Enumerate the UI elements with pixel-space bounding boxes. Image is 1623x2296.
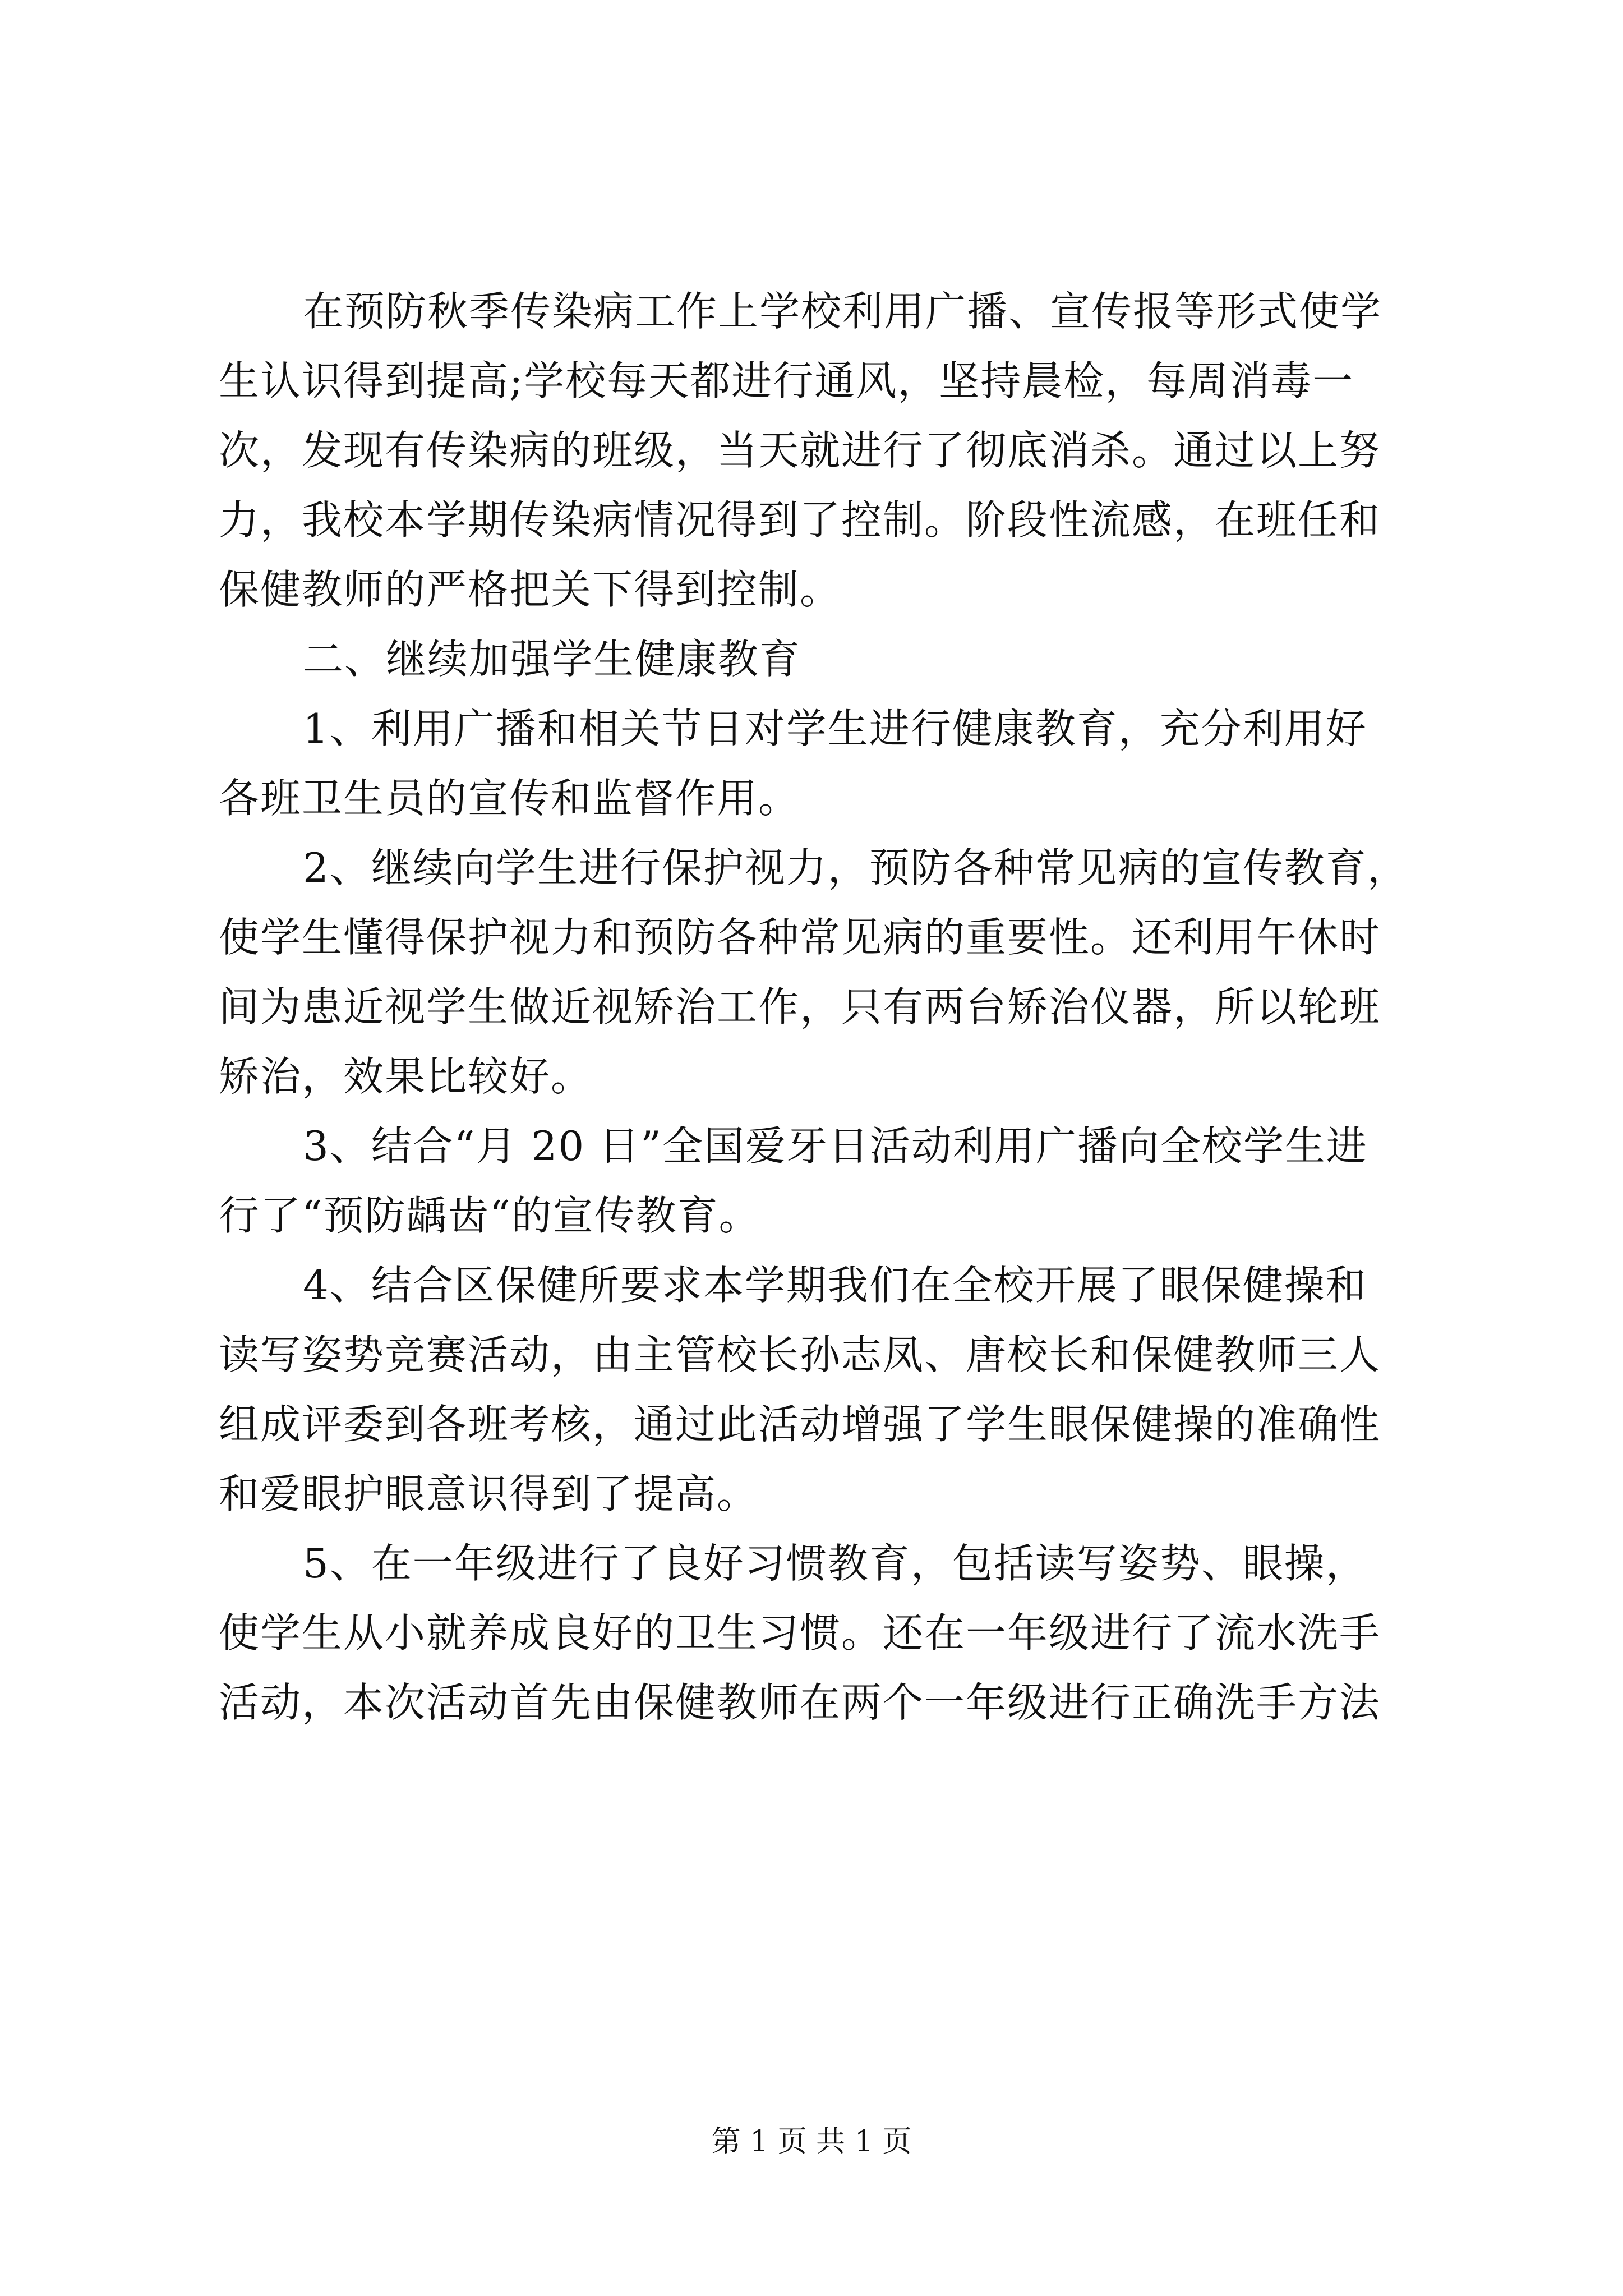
paragraph-line: 次，发现有传染病的班级，当天就进行了彻底消杀。通过以上努	[219, 427, 1381, 474]
paragraph-line: 读写姿势竞赛活动，由主管校长孙志凤、唐校长和保健教师三人	[219, 1331, 1381, 1378]
paragraph-line: 和爱眼护眼意识得到了提高。	[219, 1470, 759, 1517]
paragraph-line: 保健教师的严格把关下得到控制。	[219, 566, 842, 613]
paragraph-line: 1、利用广播和相关节日对学生进行健康教育，充分利用好	[303, 705, 1367, 752]
paragraph-line: 3、结合“月 20 日”全国爱牙日活动利用广播向全校学生进	[303, 1122, 1368, 1170]
paragraph-line: 间为患近视学生做近视矫治工作，只有两台矫治仪器，所以轮班	[219, 983, 1381, 1030]
paragraph-line: 各班卫生员的宣传和监督作用。	[219, 775, 800, 822]
paragraph-line: 在预防秋季传染病工作上学校利用广播、宣传报等形式使学	[303, 288, 1382, 335]
paragraph-line: 5、在一年级进行了良好习惯教育，包括读写姿势、眼操，	[303, 1540, 1367, 1587]
paragraph-line: 组成评委到各班考核，通过此活动增强了学生眼保健操的准确性	[219, 1401, 1381, 1448]
paragraph-line: 2、继续向学生进行保护视力，预防各种常见病的宣传教育，	[303, 844, 1409, 891]
paragraph-line: 活动，本次活动首先由保健教师在两个一年级进行正确洗手方法	[219, 1679, 1381, 1726]
section-heading: 二、继续加强学生健康教育	[303, 636, 801, 683]
paragraph-line: 使学生懂得保护视力和预防各种常见病的重要性。还利用午休时	[219, 914, 1381, 961]
paragraph-line: 矫治，效果比较好。	[219, 1053, 593, 1100]
page-number-footer: 第 1 页 共 1 页	[711, 2125, 912, 2159]
paragraph-line: 行了“预防龋齿“的宣传教育。	[219, 1192, 760, 1239]
paragraph-line: 使学生从小就养成良好的卫生习惯。还在一年级进行了流水洗手	[219, 1609, 1381, 1657]
paragraph-line: 生认识得到提高;学校每天都进行通风，坚持晨检，每周消毒一	[219, 357, 1354, 404]
paragraph-line: 力，我校本学期传染病情况得到了控制。阶段性流感，在班任和	[219, 496, 1381, 544]
paragraph-line: 4、结合区保健所要求本学期我们在全校开展了眼保健操和	[303, 1262, 1367, 1309]
